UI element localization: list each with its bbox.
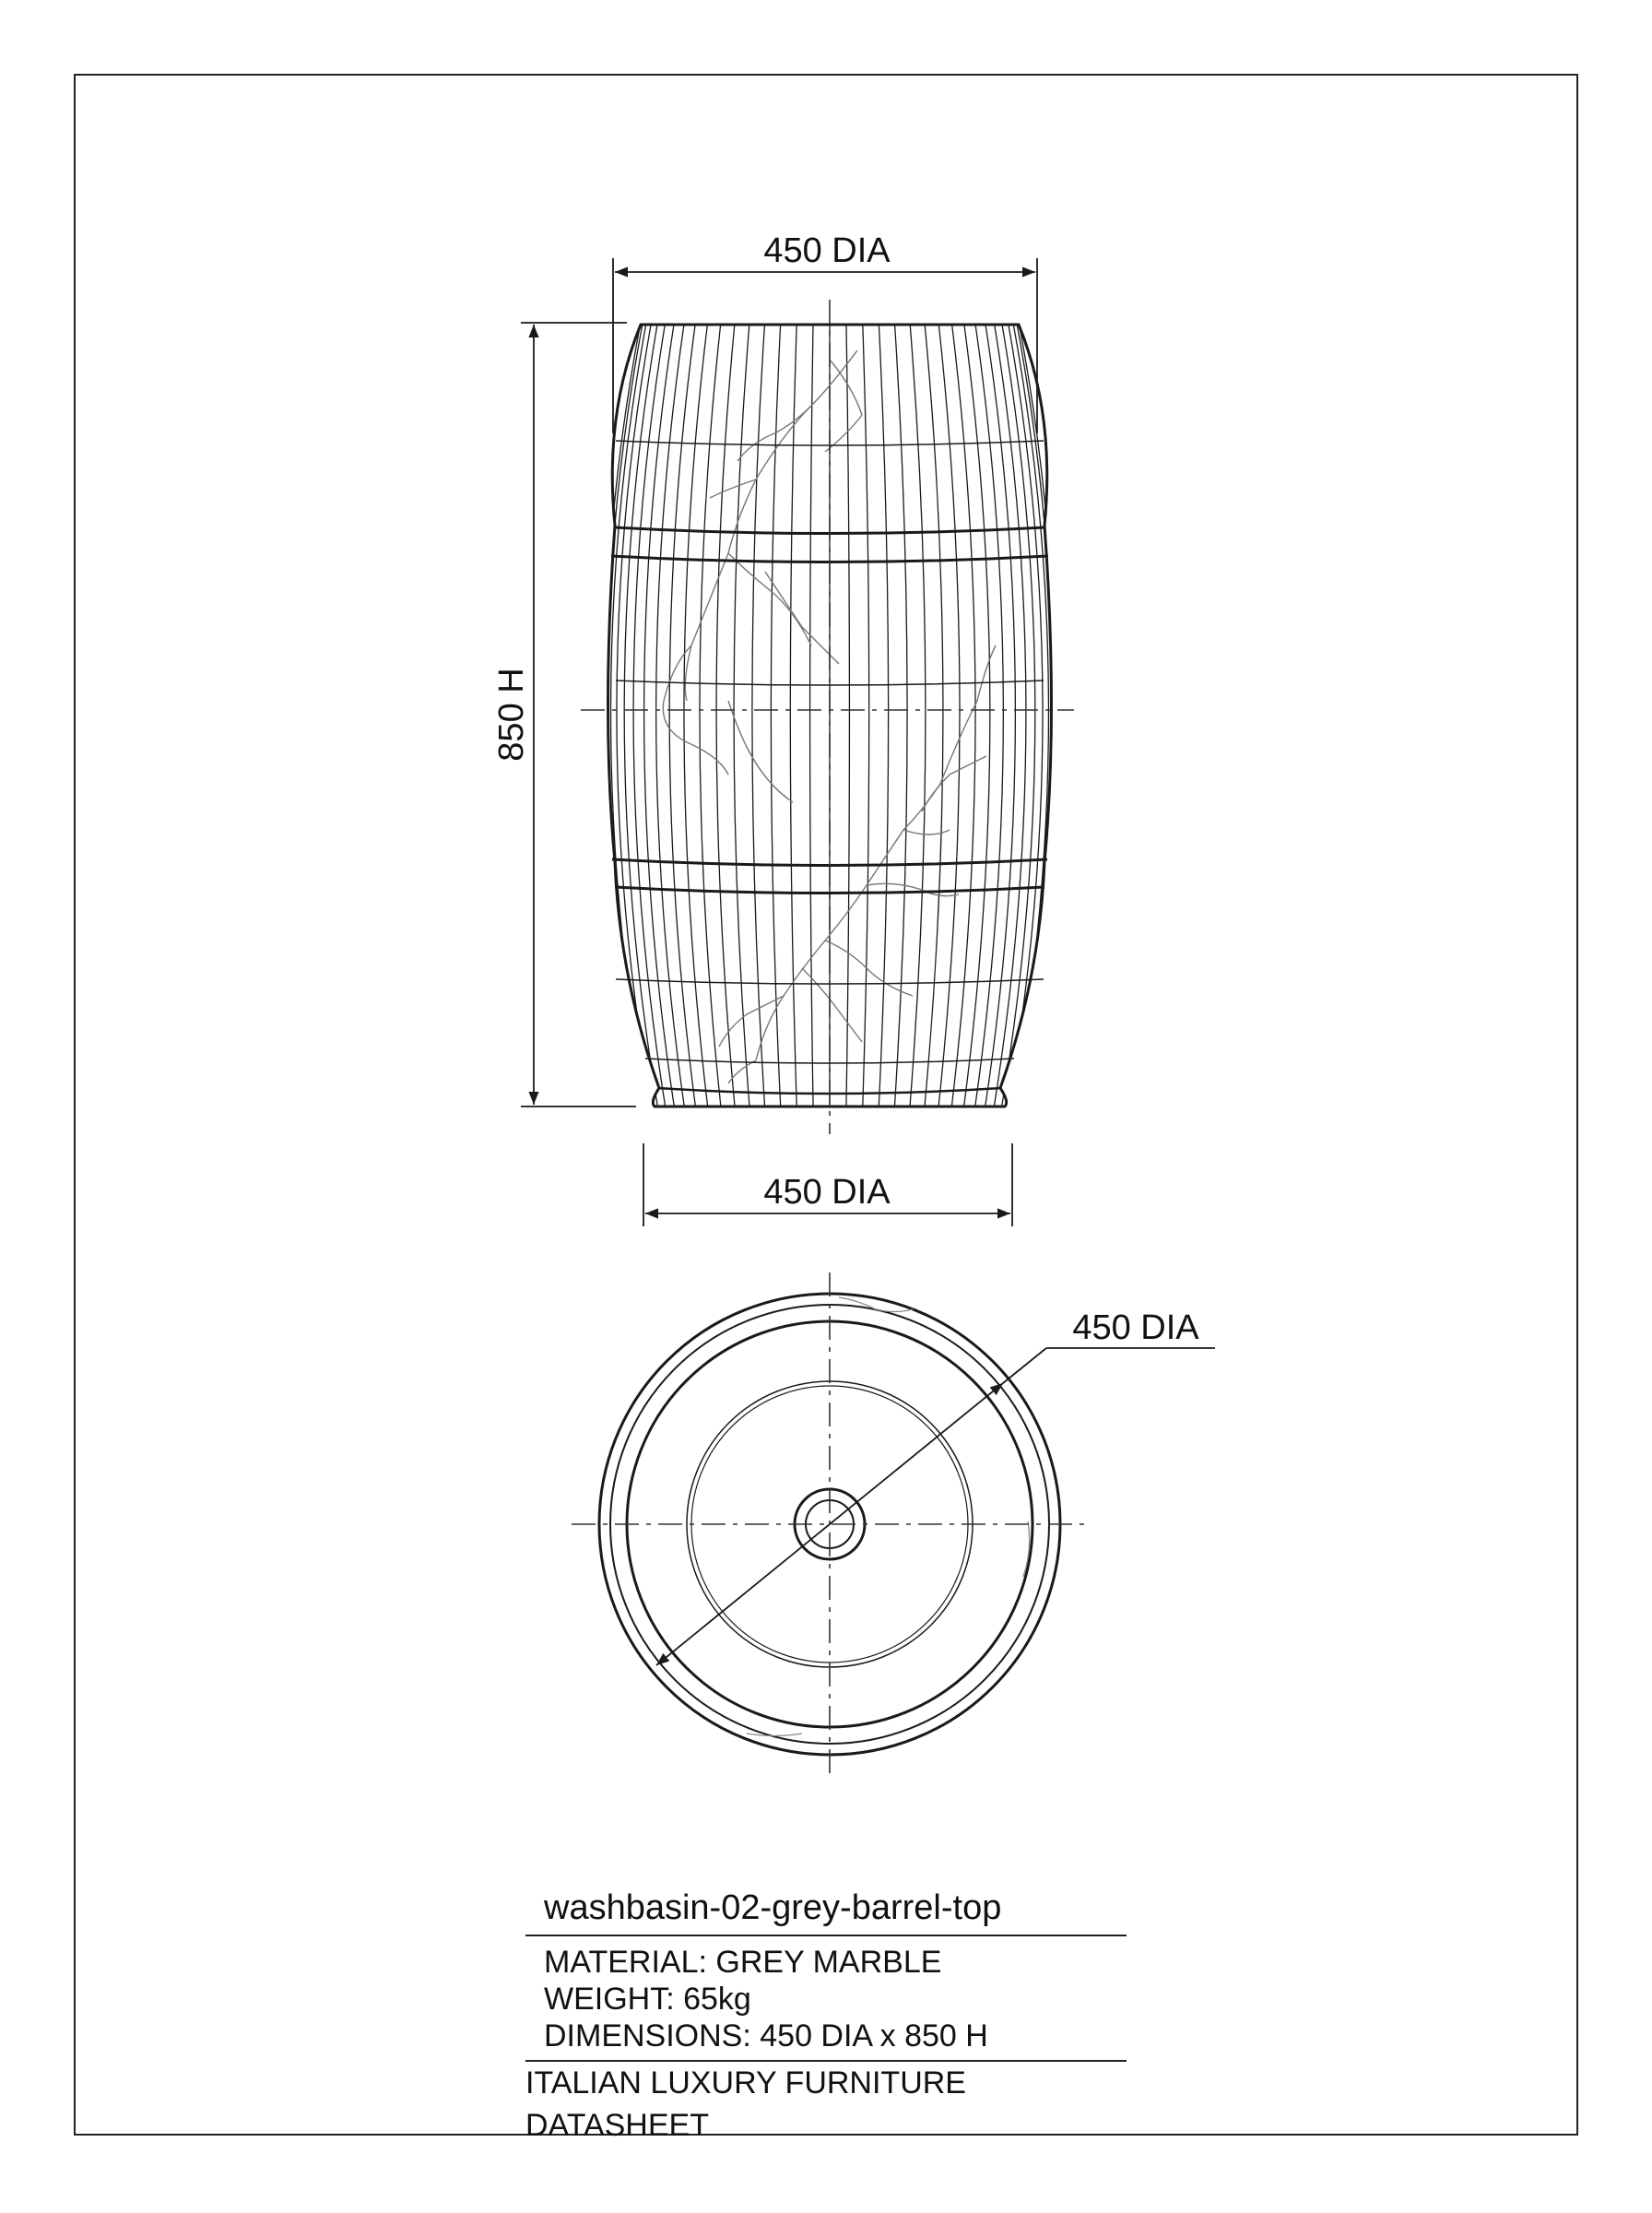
barrel-stave-line <box>656 318 685 1111</box>
spec-material: MATERIAL: GREY MARBLE <box>544 1945 942 1980</box>
datasheet-footer: ITALIAN LUXURY FURNITURE DATASHEET <box>525 2065 966 2143</box>
height-label: 850 H <box>492 668 531 762</box>
elevation-view <box>492 231 1074 1226</box>
barrel-stave-line <box>810 318 814 1111</box>
barrel-stave-line <box>1016 318 1053 1111</box>
plan-diameter-dimension <box>656 1348 1215 1665</box>
barrel-stave-line <box>700 318 721 1111</box>
barrel-stave-line <box>790 318 796 1111</box>
bottom-diameter-label: 450 DIA <box>763 1173 891 1212</box>
barrel-stave-line <box>863 318 869 1111</box>
barrel-stave-line <box>910 318 926 1111</box>
spec-dimensions: DIMENSIONS: 450 DIA x 850 H <box>544 2018 988 2053</box>
barrel-stave-line <box>1001 318 1035 1111</box>
spec-list <box>525 1936 1127 2060</box>
plan-view <box>572 1272 1215 1780</box>
barrel-stave-line <box>846 318 850 1111</box>
barrel-stave-line <box>994 318 1026 1111</box>
barrel-stave-line <box>624 318 658 1111</box>
barrel-stave-line <box>771 318 781 1111</box>
product-title: washbasin-02-grey-barrel-top <box>544 1888 1002 1927</box>
spec-weight: WEIGHT: 65kg <box>544 1982 751 2017</box>
plan-center-lines <box>572 1272 1088 1780</box>
barrel-stave-line <box>604 318 642 1111</box>
barrel-stave-line <box>752 318 765 1111</box>
barrel-stave-line <box>716 318 735 1111</box>
barrel-stave-line <box>974 318 1003 1111</box>
barrel-stave-line <box>1018 318 1056 1111</box>
plan-diameter-label: 450 DIA <box>1072 1308 1199 1347</box>
plan-marble-veins <box>747 1297 1030 1736</box>
barrel-stave-line <box>894 318 907 1111</box>
barrel-stave-line <box>607 318 643 1111</box>
elevation-center-lines <box>581 300 1074 1134</box>
top-diameter-label: 450 DIA <box>763 231 891 270</box>
barrel-stave-line <box>925 318 943 1111</box>
barrel-stave-line <box>951 318 975 1111</box>
barrel-stave-line <box>669 318 696 1111</box>
barrel-stave-line <box>633 318 666 1111</box>
barrel-stave-line <box>734 318 749 1111</box>
barrel-stave-line <box>879 318 889 1111</box>
title-block <box>525 1887 1127 2147</box>
barrel-stave-line <box>963 318 990 1111</box>
barrel-stave-line <box>684 318 708 1111</box>
barrel-stave-line <box>938 318 960 1111</box>
